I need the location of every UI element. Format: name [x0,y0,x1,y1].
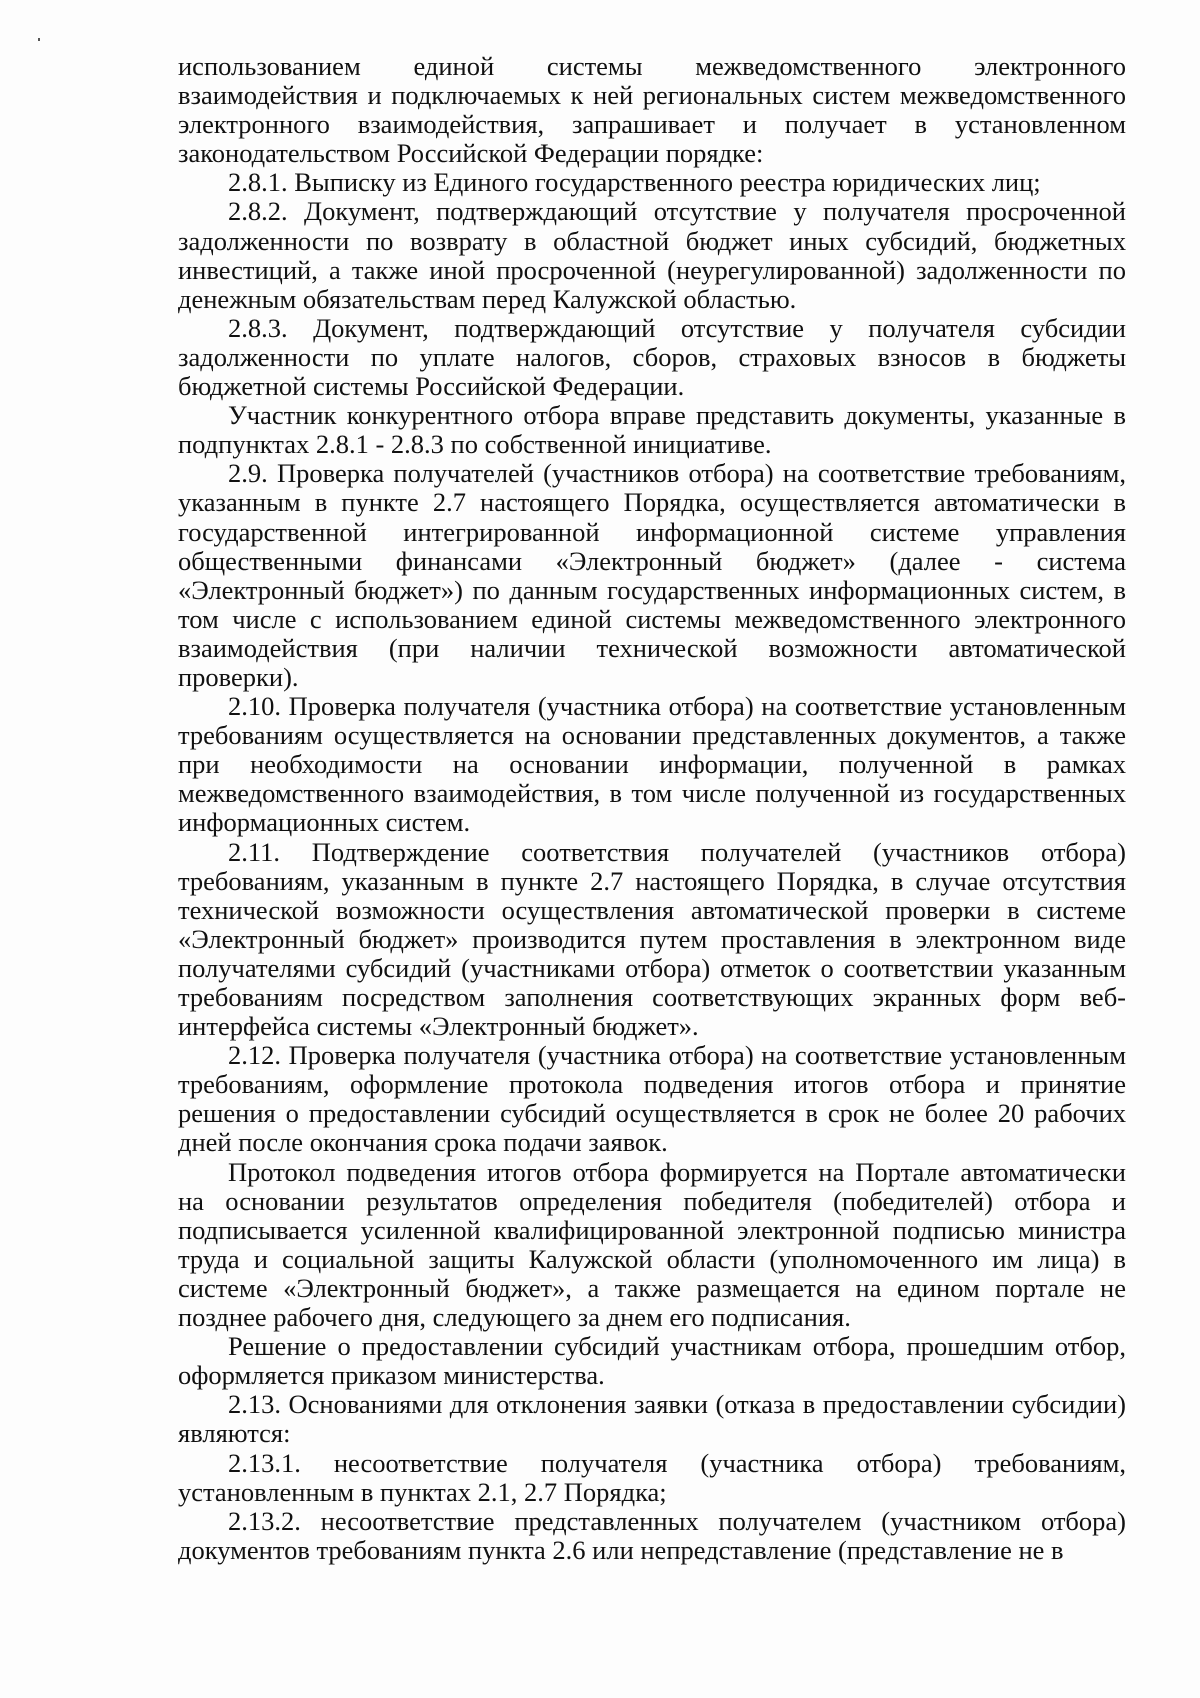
paragraph-participant-right: Участник конкурентного отбора вправе представить документы, указанные в подпунктах 2.8.1 - 2.8.3 по собственной инициативе. [178,400,1126,460]
paragraph-2-13: 2.13. Основаниями для отклонения заявки (отказа в предоставлении субсидии) являются: [178,1389,1126,1449]
paragraph-2-9: 2.9. Проверка получателей (участников отбора) на соответствие требованиям, указанным в пункте 2.7 настоящего Порядка, осуществляется автоматически в государственной интегрированной информационной системе управления общественными финансами «Электронный бюджет» (далее - система «Электронный бюджет») по данным государственных информационных систем, в том числе с использованием единой системы межведомственного электронного взаимодействия (при наличии технической возможности автоматической проверки). [178,458,1126,692]
paragraph-2-8-1: 2.8.1. Выписку из Единого государственного реестра юридических лиц; [228,167,1041,198]
paragraph-2-13-2: 2.13.2. несоответствие представленных получателем (участником отбора) документов требованиям пункта 2.6 или непредставление (представление не в [178,1505,1126,1565]
paragraph-2-8-3: 2.8.3. Документ, подтверждающий отсутствие у получателя субсидии задолженности по уплате налогов, сборов, страховых взносов в бюджеты бюджетной системы Российской Федерации. [178,312,1126,402]
document-body [178,52,1126,1565]
paragraph-2-13-1: 2.13.1. несоответствие получателя (участника отбора) требованиям, установленным в пунктах 2.1, 2.7 Порядка; [178,1447,1126,1507]
scan-speck [38,38,40,41]
paragraph-2-11: 2.11. Подтверждение соответствия получателей (участников отбора) требованиям, указанным в пункте 2.7 настоящего Порядка, в случае отсутствия технической возможности осуществления автоматической проверки в системе «Электронный бюджет» производится путем проставления в электронном виде получателями субсидий (участниками отбора) отметок о соответствии указанным требованиям посредством заполнения соответствующих экранных форм веб-интерфейса системы «Электронный бюджет». [178,836,1126,1042]
paragraph-decision: Решение о предоставлении субсидий участникам отбора, прошедшим отбор, оформляется приказом министерства. [178,1331,1126,1391]
paragraph-2-8-2: 2.8.2. Документ, подтверждающий отсутствие у получателя просроченной задолженности по возврату в областной бюджет иных субсидий, бюджетных инвестиций, а также иной просроченной (неурегулированной) задолженности по денежным обязательствам перед Калужской областью. [178,196,1126,314]
paragraph-2-10: 2.10. Проверка получателя (участника отбора) на соответствие установленным требованиям осуществляется на основании представленных документов, а также при необходимости на основании информации, полученной в рамках межведомственного взаимодействия, в том числе полученной из государственных информационных систем. [178,691,1126,838]
paragraph-continuation: использованием единой системы межведомственного электронного взаимодействия и подключаемых к ней региональных систем межведомственного электронного взаимодействия, запрашивает и получает в установленном законодательством Российской Федерации порядке: [178,51,1126,169]
paragraph-protocol: Протокол подведения итогов отбора формируется на Портале автоматически на основании результатов определения победителя (победителей) отбора и подписывается усиленной квалифицированной электронной подписью министра труда и социальной защиты Калужской области (уполномоченного им лица) в системе «Электронный бюджет», а также размещается на едином портале не позднее рабочего дня, следующего за днем его подписания. [178,1156,1126,1333]
paragraph-2-12: 2.12. Проверка получателя (участника отбора) на соответствие установленным требованиям, оформление протокола подведения итогов отбора и принятие решения о предоставлении субсидий осуществляется в срок не более 20 рабочих дней после окончания срока подачи заявок. [178,1040,1126,1158]
